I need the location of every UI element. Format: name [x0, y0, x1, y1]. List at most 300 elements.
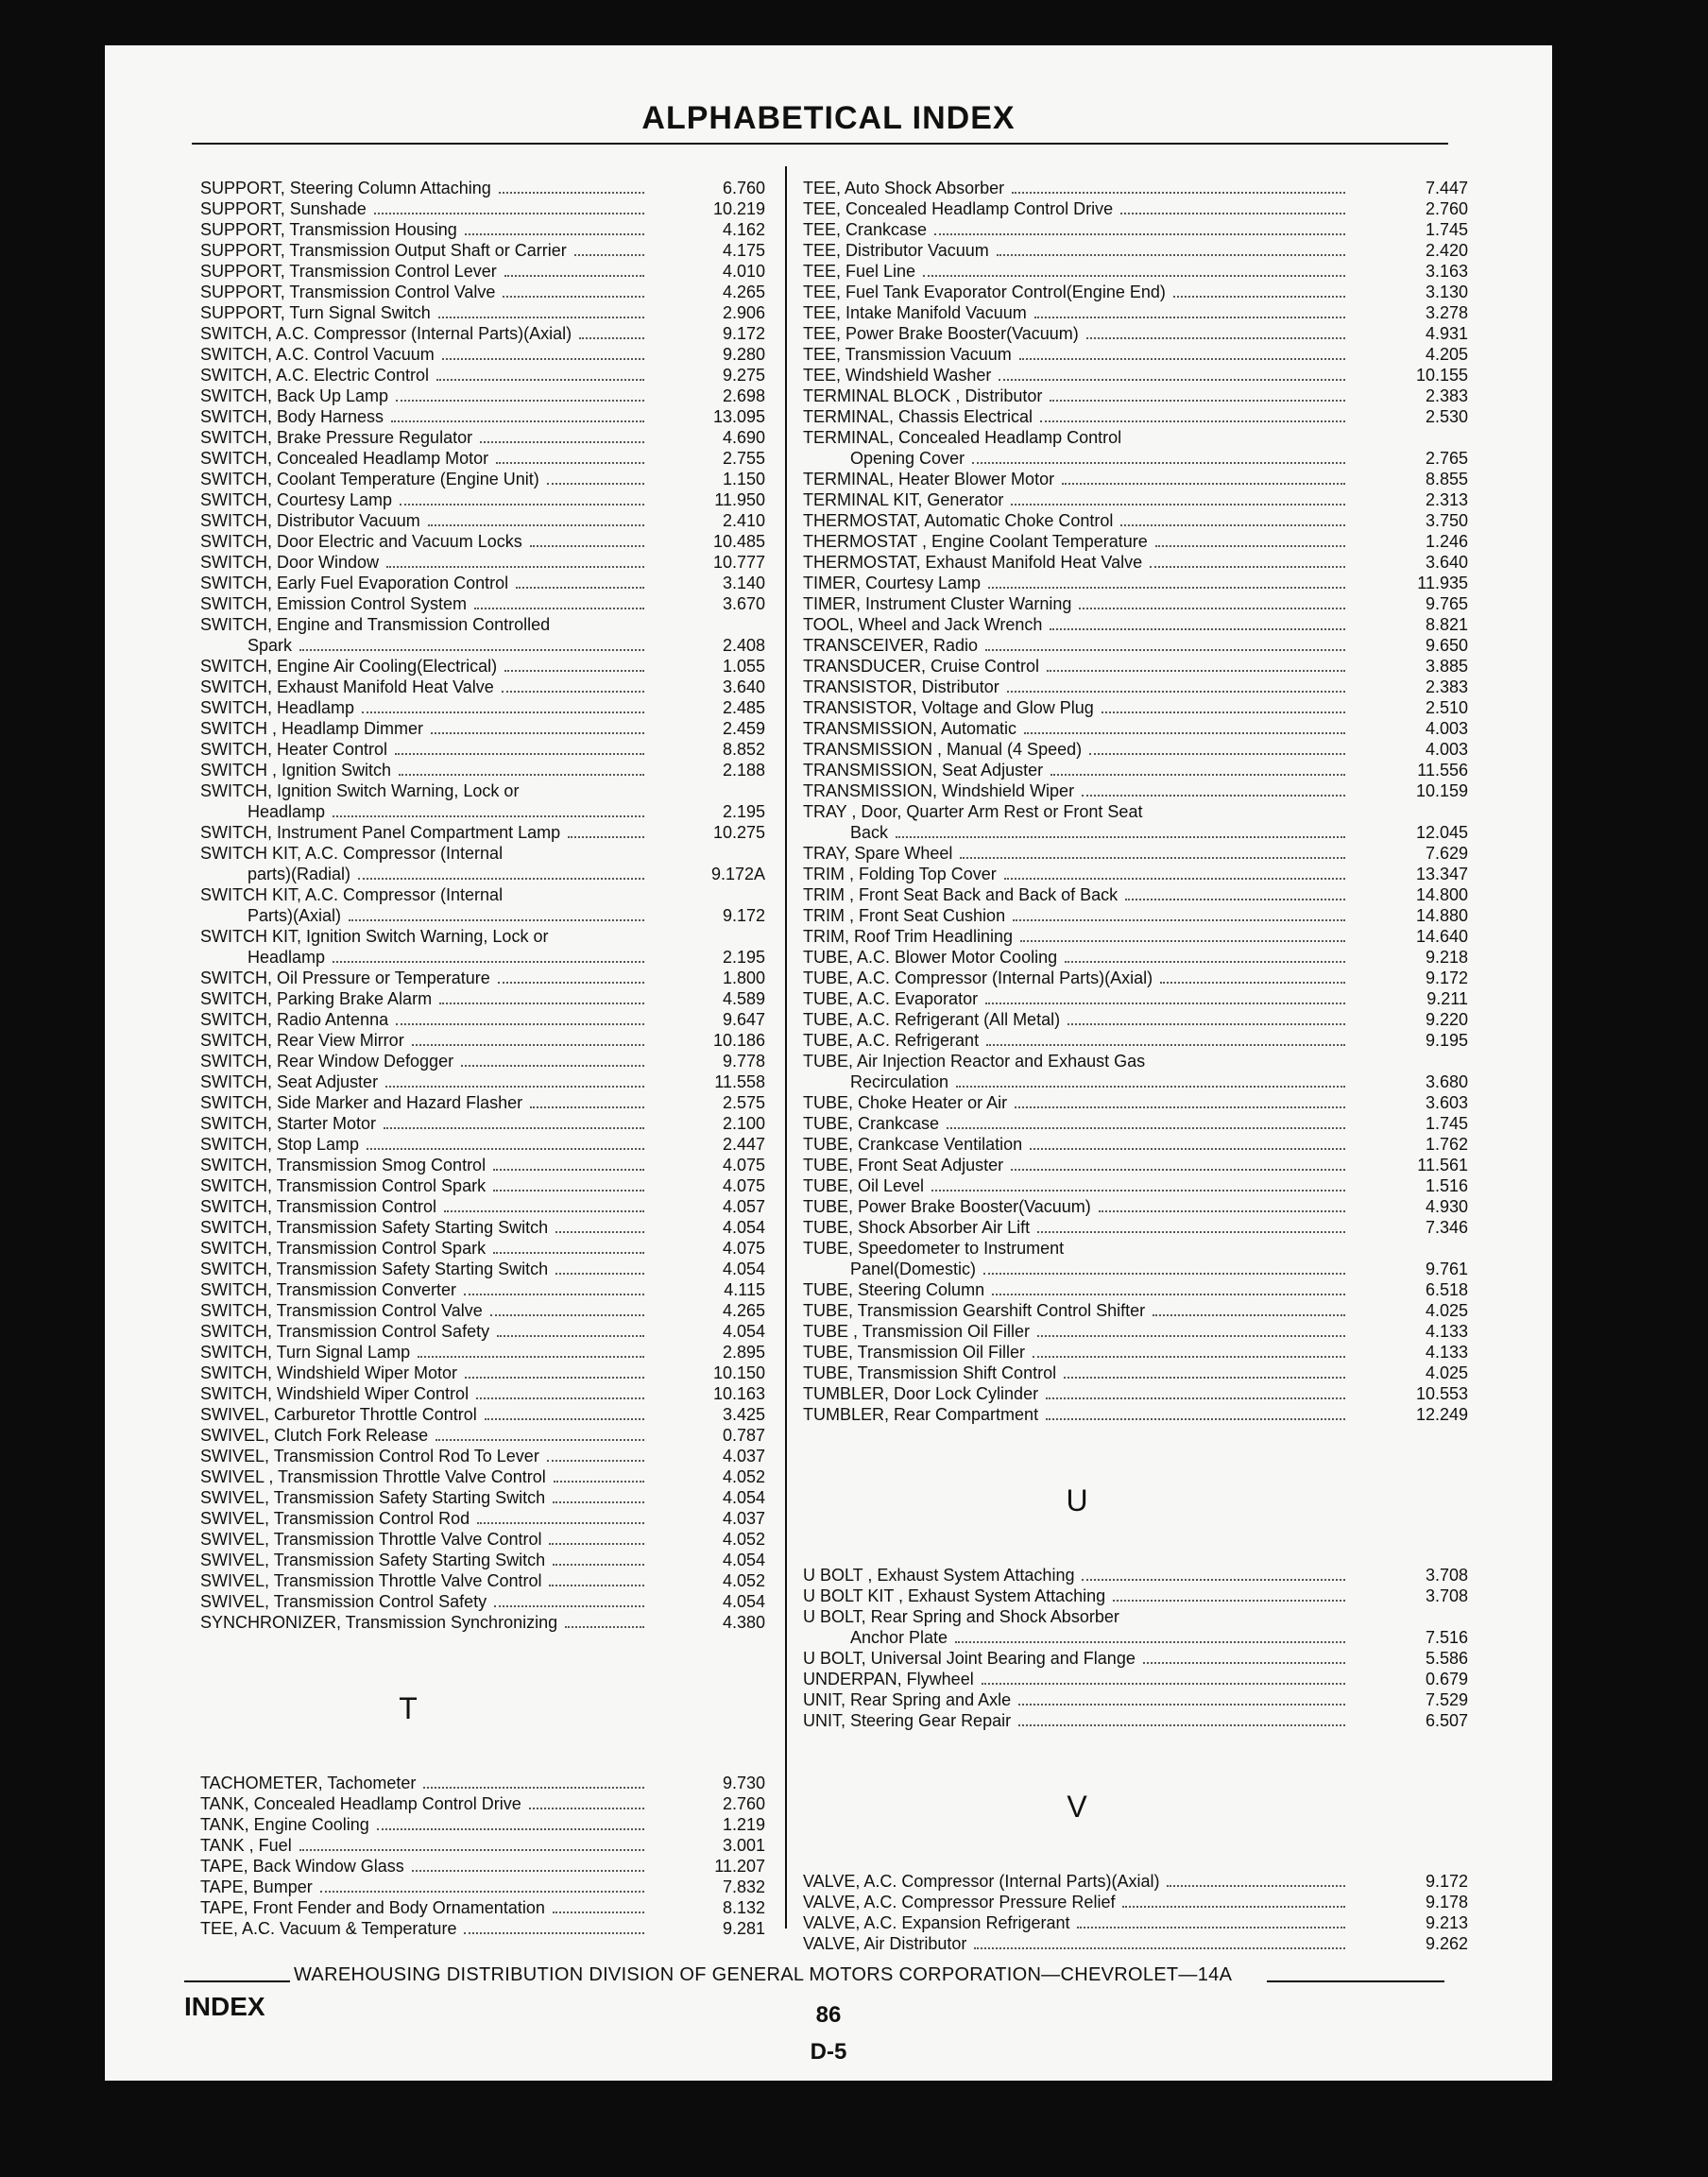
- index-entry: [200, 489, 765, 510]
- entry-section-number: 2.447: [722, 1135, 765, 1154]
- index-entry: [803, 573, 1468, 593]
- dot-leader: [1065, 961, 1345, 963]
- entry-name: SWITCH, Concealed Headlamp Motor: [200, 449, 489, 468]
- title-rule: [192, 143, 1448, 145]
- index-entry: [803, 219, 1468, 240]
- index-entry: [200, 219, 765, 240]
- dot-leader: [385, 1086, 644, 1088]
- entry-name: THERMOSTAT, Exhaust Manifold Heat Valve: [803, 553, 1143, 572]
- index-entry: [200, 739, 765, 760]
- dot-leader: [299, 649, 644, 651]
- index-entry: [200, 1071, 765, 1092]
- index-entry: [803, 1565, 1468, 1586]
- index-entry: [200, 365, 765, 386]
- entry-section-number: 2.895: [722, 1343, 765, 1362]
- entry-name: SWITCH, Starter Motor: [200, 1114, 377, 1133]
- entry-section-number: 11.556: [1417, 761, 1468, 780]
- dot-leader: [1020, 940, 1345, 942]
- dot-leader: [1034, 317, 1345, 318]
- index-entry: [803, 489, 1468, 510]
- entry-section-number: 6.507: [1425, 1711, 1468, 1730]
- dot-leader: [1030, 1148, 1345, 1150]
- dot-leader: [1079, 608, 1345, 609]
- entry-section-number: 4.133: [1425, 1322, 1468, 1341]
- entry-name: SWITCH, Early Fuel Evaporation Control: [200, 574, 509, 592]
- entry-section-number: 4.075: [722, 1176, 765, 1195]
- entry-name: TAPE, Bumper: [200, 1877, 313, 1896]
- entry-name: TERMINAL, Chassis Electrical: [803, 407, 1033, 426]
- entry-name: TEE, Power Brake Booster(Vacuum): [803, 324, 1079, 343]
- entry-section-number: 2.760: [1425, 199, 1468, 218]
- entry-section-number: 8.852: [722, 740, 765, 759]
- entry-name: VALVE, A.C. Expansion Refrigerant: [803, 1913, 1070, 1932]
- entry-name: SWITCH, Rear View Mirror: [200, 1031, 404, 1050]
- section-gap: [803, 1425, 1468, 1463]
- entry-name: SUPPORT, Transmission Control Lever: [200, 262, 497, 281]
- entry-section-number: 4.075: [722, 1239, 765, 1258]
- index-entry: [200, 1877, 765, 1897]
- entry-name: TEE, Fuel Line: [803, 262, 916, 281]
- index-entry: [200, 1134, 765, 1155]
- entry-name: SWITCH, Engine Air Cooling(Electrical): [200, 657, 498, 676]
- entry-section-number: 1.246: [1425, 532, 1468, 551]
- entry-name: TERMINAL, Concealed Headlamp Control: [803, 428, 1122, 447]
- entry-section-number: 1.055: [722, 657, 765, 676]
- index-entry: [803, 656, 1468, 677]
- entry-name: TANK , Fuel: [200, 1836, 292, 1855]
- index-entry: [200, 1570, 765, 1591]
- dot-leader: [1122, 1906, 1345, 1908]
- section-letter-t: T: [399, 1691, 418, 1725]
- index-entry: [803, 1710, 1468, 1731]
- right-column: [803, 178, 1468, 1954]
- entry-section-number: 4.589: [722, 989, 765, 1008]
- index-entry: [200, 1612, 765, 1633]
- index-entry: [803, 469, 1468, 489]
- index-entry: [200, 427, 765, 448]
- index-entry: [200, 1466, 765, 1487]
- dot-leader: [934, 233, 1345, 235]
- dot-leader: [1046, 1397, 1345, 1399]
- dot-leader: [474, 608, 644, 609]
- entry-section-number: 4.075: [722, 1156, 765, 1174]
- entry-name: SWITCH, Door Window: [200, 553, 380, 572]
- dot-leader: [931, 1190, 1345, 1191]
- entry-name: TUBE , Transmission Oil Filler: [803, 1322, 1031, 1341]
- entry-name: Headlamp: [248, 948, 326, 967]
- dot-leader: [1040, 420, 1345, 422]
- entry-name: TRIM , Folding Top Cover: [803, 865, 997, 883]
- entry-section-number: 0.679: [1425, 1670, 1468, 1688]
- dot-leader: [972, 462, 1345, 464]
- entry-section-number: 4.930: [1425, 1197, 1468, 1216]
- index-entry: [200, 1550, 765, 1570]
- entry-name: SWITCH , Headlamp Dimmer: [200, 719, 424, 738]
- entry-name: SWIVEL, Transmission Throttle Valve Control: [200, 1530, 542, 1549]
- entry-section-number: 3.278: [1425, 303, 1468, 322]
- entry-section-number: 4.052: [722, 1467, 765, 1486]
- index-entry: [200, 760, 765, 780]
- dot-leader: [1015, 1106, 1345, 1108]
- index-entry: [803, 1030, 1468, 1051]
- index-entry: [803, 1279, 1468, 1300]
- index-entry: [200, 1793, 765, 1814]
- entry-section-number: 4.115: [724, 1280, 765, 1299]
- dot-leader: [1033, 1356, 1345, 1358]
- entry-section-number: 3.603: [1425, 1093, 1468, 1112]
- entry-section-number: 9.730: [722, 1774, 765, 1792]
- entry-section-number: 4.025: [1425, 1301, 1468, 1320]
- dot-leader: [988, 587, 1345, 589]
- entry-name: SWITCH, Side Marker and Hazard Flasher: [200, 1093, 523, 1112]
- entry-name: SWIVEL , Transmission Throttle Valve Control: [200, 1467, 546, 1486]
- entry-name: TEE, Concealed Headlamp Control Drive: [803, 199, 1114, 218]
- entry-section-number: 10.777: [712, 553, 765, 572]
- entry-name: U BOLT, Universal Joint Bearing and Flange: [803, 1649, 1136, 1668]
- entry-section-number: 1.762: [1425, 1135, 1468, 1154]
- index-entry: [200, 1217, 765, 1238]
- dot-leader: [396, 1023, 644, 1025]
- dot-leader: [529, 1808, 644, 1809]
- index-entry: [803, 1155, 1468, 1175]
- index-entry: [200, 1238, 765, 1259]
- dot-leader: [547, 483, 644, 485]
- entry-section-number: 9.647: [722, 1010, 765, 1029]
- dot-leader: [1050, 774, 1345, 776]
- index-entry: [200, 1155, 765, 1175]
- entry-section-number: 3.670: [722, 594, 765, 613]
- entry-name: SWITCH, A.C. Compressor (Internal Parts)(Axial): [200, 324, 572, 343]
- entry-name: TOOL, Wheel and Jack Wrench: [803, 615, 1043, 634]
- dot-leader: [1013, 919, 1345, 921]
- entry-name: SWITCH, Headlamp: [200, 698, 355, 717]
- index-entry: [803, 1092, 1468, 1113]
- entry-section-number: 14.880: [1415, 906, 1468, 925]
- entry-section-number: 7.629: [1425, 844, 1468, 863]
- index-entry-continuation: [803, 822, 1468, 843]
- dot-leader: [982, 1683, 1345, 1685]
- section-letter-v: V: [1067, 1790, 1087, 1824]
- entry-section-number: 4.133: [1425, 1343, 1468, 1362]
- dot-leader: [553, 1564, 644, 1566]
- dot-leader: [555, 1231, 644, 1233]
- dot-leader: [1167, 1885, 1345, 1887]
- dot-leader: [1089, 753, 1345, 755]
- entry-name: TRANSISTOR, Voltage and Glow Plug: [803, 698, 1094, 717]
- index-entry: [200, 656, 765, 677]
- entry-name: SWITCH, Back Up Lamp: [200, 386, 389, 405]
- entry-name: SWITCH, Stop Lamp: [200, 1135, 360, 1154]
- dot-leader: [358, 878, 644, 880]
- entry-section-number: 9.281: [722, 1919, 765, 1938]
- dot-leader: [464, 1932, 644, 1934]
- entry-section-number: 3.680: [1425, 1072, 1468, 1091]
- entry-section-number: 2.530: [1425, 407, 1468, 426]
- entry-section-number: 2.383: [1425, 386, 1468, 405]
- dot-leader: [516, 587, 644, 589]
- index-entry-continuation: [200, 905, 765, 926]
- entry-name: TUBE, Front Seat Adjuster: [803, 1156, 1004, 1174]
- dot-leader: [464, 1294, 644, 1295]
- entry-name: SWITCH KIT, A.C. Compressor (Internal: [200, 844, 504, 863]
- dot-leader: [438, 317, 644, 318]
- entry-section-number: 2.760: [722, 1794, 765, 1813]
- dot-leader: [412, 1044, 644, 1046]
- dot-leader: [1143, 1662, 1345, 1664]
- entry-name: SWITCH, A.C. Electric Control: [200, 366, 430, 385]
- entry-name: SWITCH KIT, Ignition Switch Warning, Lock or: [200, 927, 549, 946]
- entry-section-number: 4.054: [722, 1551, 765, 1569]
- index-entry: [200, 282, 765, 302]
- entry-name: TUBE, Crankcase: [803, 1114, 940, 1133]
- entry-name: SWITCH, Transmission Control Safety: [200, 1322, 490, 1341]
- index-entry: [200, 1487, 765, 1508]
- entry-name: TRANSISTOR, Distributor: [803, 677, 999, 696]
- entry-name: TUMBLER, Door Lock Cylinder: [803, 1384, 1039, 1403]
- entry-name: TUBE, A.C. Compressor (Internal Parts)(Axial): [803, 969, 1153, 987]
- entry-name: TUBE, Crankcase Ventilation: [803, 1135, 1023, 1154]
- entry-name: TRANSMISSION, Windshield Wiper: [803, 781, 1075, 800]
- footer-rule-right: [1267, 1980, 1444, 1982]
- entry-section-number: 9.172: [722, 906, 765, 925]
- dot-leader: [985, 1003, 1345, 1004]
- dot-leader: [1004, 878, 1345, 880]
- entry-name: SWITCH, Seat Adjuster: [200, 1072, 379, 1091]
- index-entry: [200, 1300, 765, 1321]
- index-entry: [200, 1342, 765, 1363]
- dot-leader: [574, 254, 644, 256]
- index-entry: [200, 240, 765, 261]
- entry-name: SUPPORT, Transmission Output Shaft or Carrier: [200, 241, 567, 260]
- entry-name: SWITCH , Ignition Switch: [200, 761, 392, 780]
- entry-name: TUBE, A.C. Refrigerant: [803, 1031, 980, 1050]
- dot-leader: [1018, 1704, 1345, 1706]
- entry-name: SWITCH KIT, A.C. Compressor (Internal: [200, 885, 504, 904]
- index-entry: [803, 864, 1468, 884]
- document-page: [105, 45, 1552, 2081]
- dot-leader: [992, 1294, 1345, 1295]
- dot-leader: [333, 815, 644, 817]
- index-entry: [200, 198, 765, 219]
- index-entry: [200, 1425, 765, 1446]
- index-entry: [803, 1217, 1468, 1238]
- index-entry: [200, 968, 765, 988]
- index-entry: [200, 593, 765, 614]
- index-entry-continuation: [803, 1259, 1468, 1279]
- entry-section-number: 11.935: [1417, 574, 1468, 592]
- dot-leader: [377, 1828, 644, 1830]
- entry-section-number: 10.219: [712, 199, 765, 218]
- index-entry: [803, 198, 1468, 219]
- index-entry: [200, 780, 765, 801]
- index-entry: [803, 1871, 1468, 1892]
- entry-name: TRANSMISSION , Manual (4 Speed): [803, 740, 1083, 759]
- dot-leader: [579, 337, 644, 339]
- dot-leader: [983, 1273, 1345, 1275]
- dot-leader: [503, 296, 644, 298]
- index-entry: [200, 1321, 765, 1342]
- dot-leader: [1160, 982, 1345, 984]
- entry-name: TUBE, Shock Absorber Air Lift: [803, 1218, 1031, 1237]
- index-entry: [200, 718, 765, 739]
- entry-name: SWIVEL, Clutch Fork Release: [200, 1426, 429, 1445]
- entry-section-number: 9.262: [1425, 1934, 1468, 1953]
- dot-leader: [1062, 483, 1345, 485]
- entry-section-number: 11.558: [714, 1072, 765, 1091]
- section-gap: [803, 1538, 1468, 1565]
- left-column: [200, 178, 765, 1939]
- entry-section-number: 2.195: [722, 802, 765, 821]
- entry-name: SWITCH, Oil Pressure or Temperature: [200, 969, 490, 987]
- entry-section-number: 14.800: [1415, 885, 1468, 904]
- left-column-entries: [200, 178, 765, 1633]
- dot-leader: [465, 233, 644, 235]
- entry-name: SWIVEL, Transmission Throttle Valve Control: [200, 1571, 542, 1590]
- dot-leader: [436, 1439, 644, 1441]
- index-entry: [803, 552, 1468, 573]
- entry-section-number: 4.037: [722, 1447, 765, 1466]
- section-u-entries: [803, 1565, 1468, 1731]
- entry-section-number: 9.195: [1425, 1031, 1468, 1050]
- entry-name: SWITCH, Transmission Control Spark: [200, 1176, 487, 1195]
- entry-section-number: 4.010: [722, 262, 765, 281]
- entry-name: Back: [850, 823, 889, 842]
- index-entry: [803, 1113, 1468, 1134]
- entry-section-number: 2.575: [722, 1093, 765, 1112]
- dot-leader: [974, 1947, 1345, 1949]
- dot-leader: [1099, 1210, 1345, 1212]
- entry-name: U BOLT , Exhaust System Attaching: [803, 1566, 1075, 1585]
- dot-leader: [400, 504, 644, 506]
- index-entry: [200, 884, 765, 905]
- entry-section-number: 4.205: [1425, 345, 1468, 364]
- index-entry: [803, 1669, 1468, 1689]
- dot-leader: [956, 1086, 1345, 1088]
- dot-leader: [391, 420, 644, 422]
- dot-leader: [923, 275, 1345, 277]
- dot-leader: [986, 1044, 1345, 1046]
- entry-section-number: 9.650: [1425, 636, 1468, 655]
- entry-name: TAPE, Front Fender and Body Ornamentation: [200, 1898, 545, 1917]
- index-entry: [200, 531, 765, 552]
- dot-leader: [1007, 691, 1345, 693]
- entry-section-number: 9.275: [722, 366, 765, 385]
- dot-leader: [374, 213, 644, 214]
- dot-leader: [504, 275, 644, 277]
- entry-section-number: 10.186: [712, 1031, 765, 1050]
- entry-name: SUPPORT, Transmission Housing: [200, 220, 457, 239]
- dot-leader: [480, 441, 644, 443]
- entry-name: TUBE, Power Brake Booster(Vacuum): [803, 1197, 1091, 1216]
- entry-section-number: 6.518: [1425, 1280, 1468, 1299]
- entry-name: TEE, Crankcase: [803, 220, 928, 239]
- dot-leader: [493, 1169, 644, 1171]
- entry-name: VALVE, Air Distributor: [803, 1934, 967, 1953]
- entry-section-number: 7.447: [1425, 179, 1468, 197]
- index-entry: [803, 947, 1468, 968]
- entry-section-number: 3.885: [1425, 657, 1468, 676]
- entry-section-number: 1.219: [722, 1815, 765, 1834]
- entry-name: SWITCH, Body Harness: [200, 407, 384, 426]
- entry-name: UNIT, Rear Spring and Axle: [803, 1690, 1012, 1709]
- entry-section-number: 10.155: [1415, 366, 1468, 385]
- entry-name: TEE, Fuel Tank Evaporator Control(Engine End): [803, 283, 1166, 301]
- index-entry: [200, 677, 765, 697]
- dot-leader: [423, 1787, 644, 1789]
- entry-section-number: 2.510: [1425, 698, 1468, 717]
- entry-name: SWITCH, Transmission Control: [200, 1197, 437, 1216]
- dot-leader: [553, 1911, 644, 1913]
- entry-section-number: 13.347: [1415, 865, 1468, 883]
- entry-name: SWITCH, Emission Control System: [200, 594, 468, 613]
- entry-section-number: 9.172: [1425, 969, 1468, 987]
- entry-name: SWITCH, A.C. Control Vacuum: [200, 345, 435, 364]
- entry-name: SWIVEL, Transmission Control Rod To Lever: [200, 1447, 539, 1466]
- index-entry: [200, 261, 765, 282]
- index-entry: [200, 1279, 765, 1300]
- index-entry: [200, 573, 765, 593]
- dot-leader: [384, 1127, 644, 1129]
- dot-leader: [1082, 1579, 1345, 1581]
- dot-leader: [1064, 1377, 1345, 1379]
- entry-name: SWITCH, Courtesy Lamp: [200, 490, 393, 509]
- entry-section-number: 2.906: [722, 303, 765, 322]
- index-entry: [200, 1814, 765, 1835]
- index-entry: [803, 1648, 1468, 1669]
- entry-name: THERMOSTAT , Engine Coolant Temperature: [803, 532, 1148, 551]
- entry-section-number: 9.178: [1425, 1893, 1468, 1911]
- entry-name: SWITCH, Brake Pressure Regulator: [200, 428, 473, 447]
- index-entry: [803, 614, 1468, 635]
- index-entry: [200, 614, 765, 635]
- entry-section-number: 6.760: [722, 179, 765, 197]
- entry-section-number: 1.516: [1425, 1176, 1468, 1195]
- index-entry: [803, 635, 1468, 656]
- entry-section-number: 4.057: [722, 1197, 765, 1216]
- index-entry: [200, 1508, 765, 1529]
- entry-section-number: 1.800: [722, 969, 765, 987]
- entry-name: TRIM, Roof Trim Headlining: [803, 927, 1014, 946]
- dot-leader: [1050, 400, 1345, 402]
- dot-leader: [1011, 504, 1345, 506]
- index-entry: [200, 552, 765, 573]
- index-entry: [803, 1196, 1468, 1217]
- entry-section-number: 10.150: [712, 1363, 765, 1382]
- index-entry-continuation: [803, 1627, 1468, 1648]
- dot-leader: [497, 1335, 644, 1337]
- entry-name: VALVE, A.C. Compressor (Internal Parts)(Axial): [803, 1872, 1160, 1891]
- entry-name: TEE, A.C. Vacuum & Temperature: [200, 1919, 457, 1938]
- footer-index-label: INDEX: [184, 1992, 265, 2021]
- entry-section-number: 7.529: [1425, 1690, 1468, 1709]
- entry-section-number: 3.001: [722, 1836, 765, 1855]
- index-entry: [803, 240, 1468, 261]
- entry-section-number: 4.003: [1425, 719, 1468, 738]
- entry-name: TEE, Transmission Vacuum: [803, 345, 1012, 364]
- footer-division-text: WAREHOUSING DISTRIBUTION DIVISION OF GENERAL MOTORS CORPORATION—CHEVROLET—14A: [294, 1964, 1233, 1985]
- dot-leader: [444, 1210, 644, 1212]
- entry-section-number: 9.211: [1426, 989, 1468, 1008]
- dot-leader: [490, 1314, 644, 1316]
- index-entry: [803, 302, 1468, 323]
- dot-leader: [1012, 192, 1345, 194]
- section-letter-u: U: [1066, 1483, 1088, 1517]
- entry-section-number: 8.132: [722, 1898, 765, 1917]
- entry-section-number: 4.265: [722, 1301, 765, 1320]
- section-gap: [803, 1731, 1468, 1769]
- entry-name: SWITCH, Transmission Safety Starting Switch: [200, 1260, 549, 1278]
- dot-leader: [299, 1849, 644, 1851]
